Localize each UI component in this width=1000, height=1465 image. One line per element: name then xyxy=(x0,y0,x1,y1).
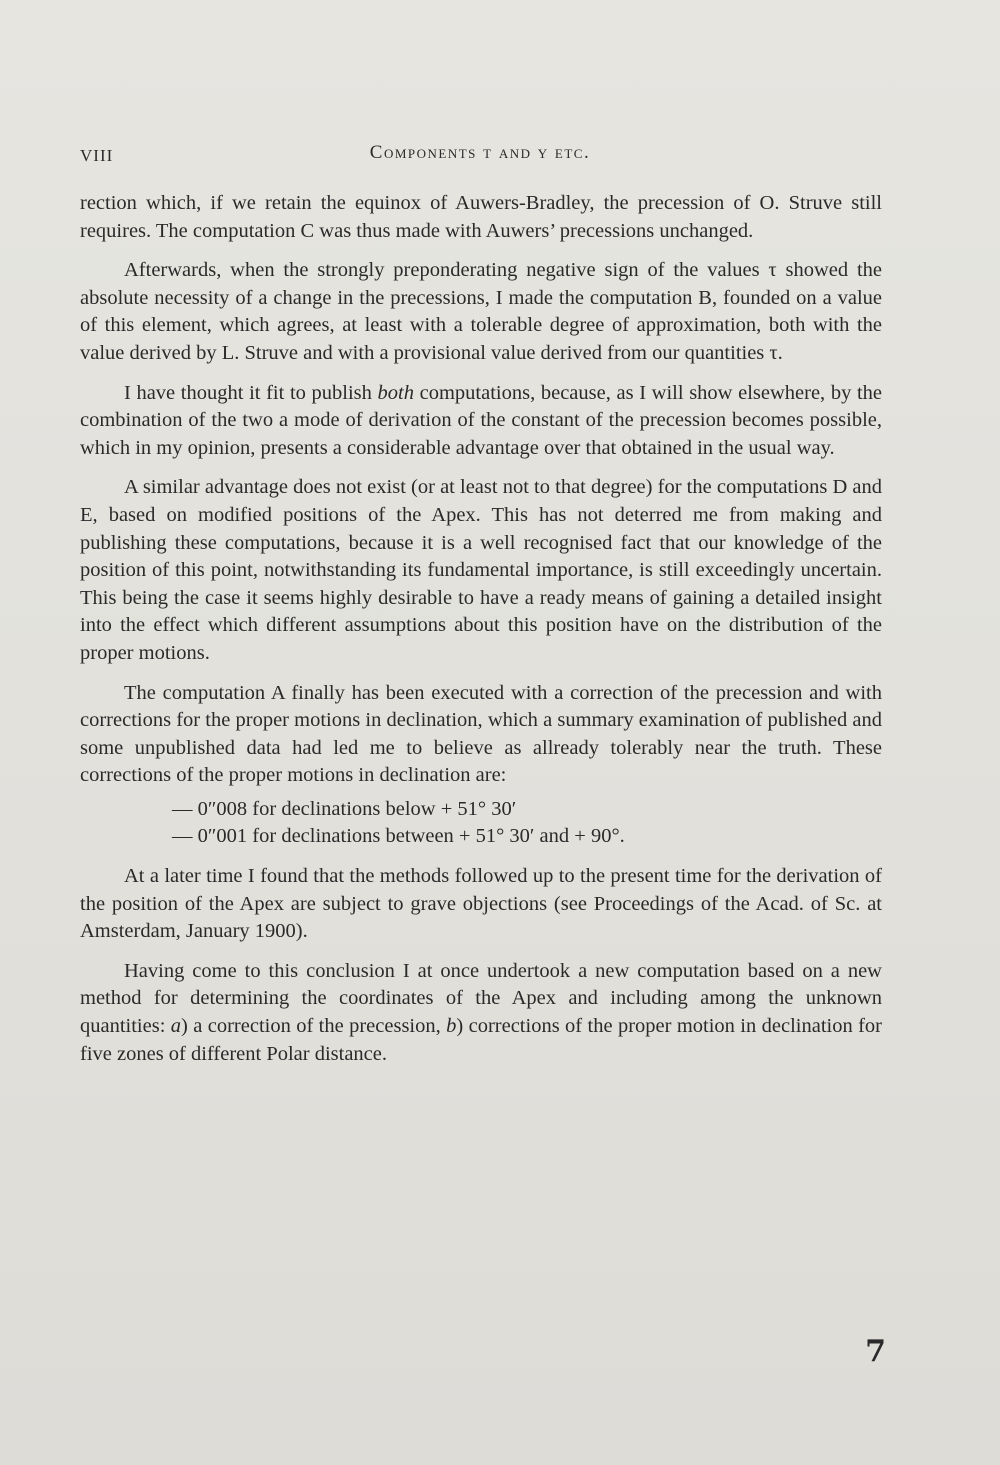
text-segment: computations, because, as I will show elsewhere, by the combination of the two a mode of derivation of the constant of the precession becomes possible, which in my opinion, presents a considerable advantage over that obtained in the usual way. xyxy=(80,381,882,459)
paragraph-computation-a: The computation A finally has been executed with a correction of the precession and with corrections for the proper motions in declination, which a summary examination of published and some unpublished data had led me to believe as allready tolerably near the truth. These corrections of the proper motions in declination are: xyxy=(80,681,882,787)
text-segment: ) a correction of the precession, xyxy=(181,1015,447,1038)
paragraph-new-computation xyxy=(80,958,882,1068)
running-title: Components τ and υ etc. xyxy=(369,142,591,163)
emphasis-text: both xyxy=(377,381,414,404)
item-label: b xyxy=(446,1015,457,1038)
text-segment: I have thought it fit to publish xyxy=(124,381,378,404)
correction-formula: — 0″001 for declinations between + 51° 30′ and + 90°. xyxy=(172,825,625,848)
paragraph-continuation: rection which, if we retain the equinox of Auwers-Bradley, the precession of O. Struve still requires. The computation C was thus made with Auwers’ precessions unchanged. xyxy=(80,192,882,242)
page-number: VIII xyxy=(80,146,114,165)
paragraph-later-time: At a later time I found that the methods followed up to the present time for the derivation of the position of the Apex are subject to grave objections (see Proceedings of the Acad. of Sc. at Amsterdam, January 1900). xyxy=(80,865,882,943)
paragraph-both-computations xyxy=(80,380,882,463)
paragraph-precession-change: Afterwards, when the strongly preponderating negative sign of the values τ showed the absolute necessity of a change in the precessions, I made the computation B, founded on a value of this element, which agrees, at least with a tolerable degree of approximation, both with the value derived by L. Struve and with a provisional value derived from our quantities τ. xyxy=(80,259,882,364)
item-label: a xyxy=(170,1015,182,1038)
signature-mark: 7 xyxy=(865,1334,886,1369)
text-segment: Having come to this conclusion I at once undertook a new computation based on a new method for determining the coordinates of the Apex and including among the unknown quantities: xyxy=(80,959,882,1038)
text-segment: ) corrections of the proper motion in declination for five zones of different Polar distance. xyxy=(80,1015,882,1065)
running-head xyxy=(80,142,880,172)
body-text xyxy=(80,190,882,1068)
corrections-list xyxy=(80,796,882,851)
correction-formula: — 0″008 for declinations below + 51° 30′ xyxy=(172,797,517,820)
paragraph-apex-computations: A similar advantage does not exist (or at least not to that degree) for the computations D and E, based on modified positions of the Apex. This has not deterred me from making and publishing these computations, because it is a well recognised fact that our knowledge of the position of this point, notwithstanding its fundamental importance, is still exceedingly uncertain. This being the case it seems highly desirable to have a ready means of gaining a detailed insight into the effect which different assumptions about this position have on the distribution of the proper motions. xyxy=(80,476,882,664)
